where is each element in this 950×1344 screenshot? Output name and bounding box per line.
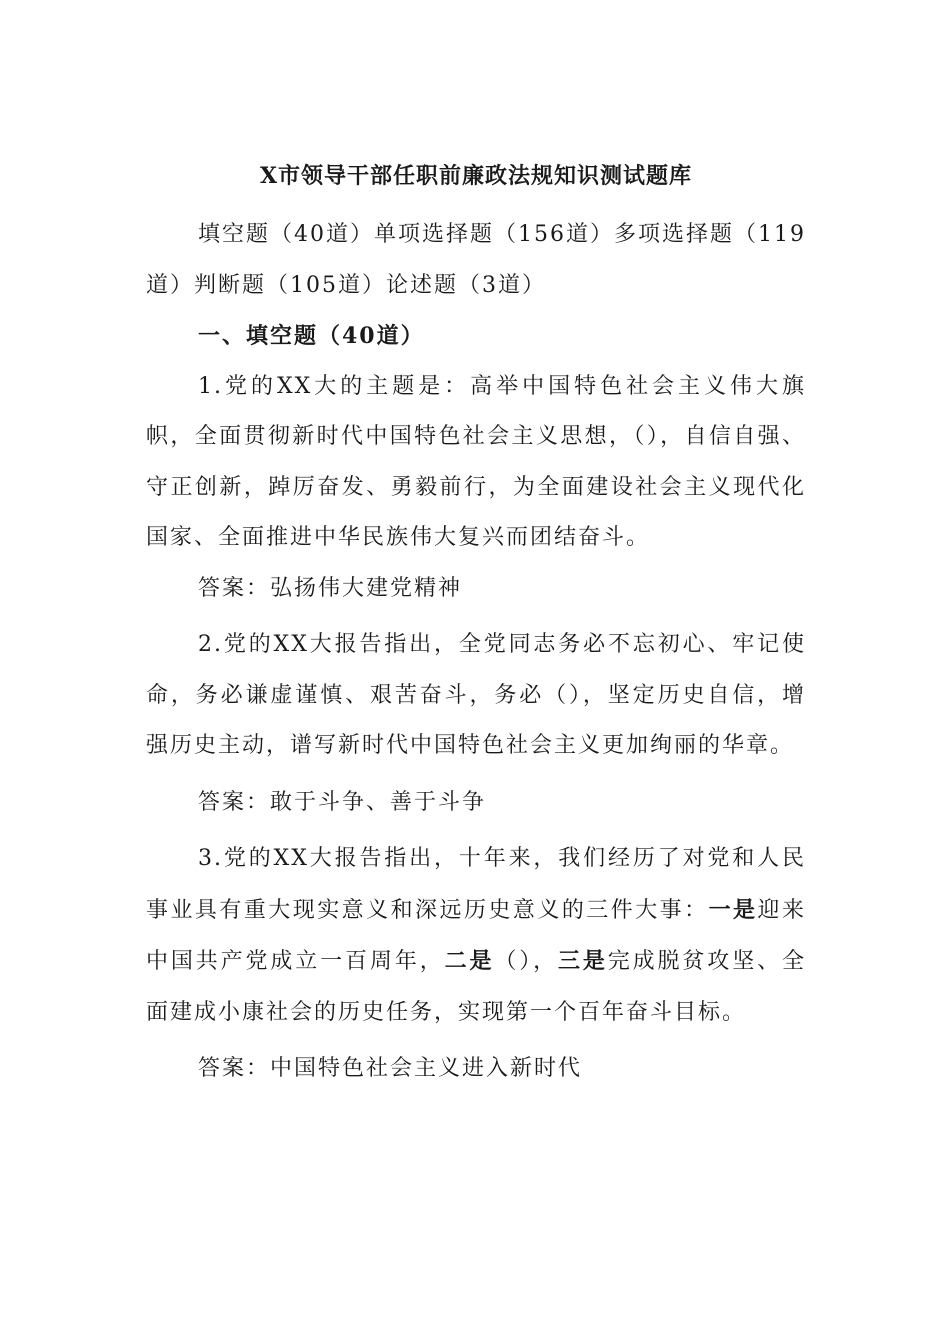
question-3-part: （），: [494, 949, 559, 974]
question-3-part: 完成脱贫攻坚、全面建成小康社会的历史任务，实现第一个百年奋斗目标。: [146, 949, 806, 1025]
question-count-summary: 填空题（40道）单项选择题（156道）多项选择题（119道）判断题（105道）论述题（3道）: [146, 222, 806, 298]
question-3-emphasis-first: 一是: [708, 896, 758, 923]
section-heading-fill-in: 一、填空题（40道）: [198, 323, 425, 349]
question-3-part: 迎来中国共产党成立一百周年，: [146, 897, 806, 974]
answer-1: 答案：弘扬伟大建党精神: [198, 575, 463, 601]
answer-2: 答案：敢于斗争、善于斗争: [198, 789, 487, 815]
question-3-emphasis-second: 二是: [444, 948, 495, 974]
document-page: [146, 150, 806, 1101]
question-3-emphasis-third: 三是: [558, 948, 608, 974]
answer-3: 答案：中国特色社会主义进入新时代: [198, 1056, 583, 1081]
question-3-part: 3.党的XX大报告指出，十年来，我们经历了对党和人民事业具有重大现实意义和深远历史意义的三件大事：: [146, 846, 806, 923]
document-title: X市领导干部任职前廉政法规知识测试题库: [259, 163, 693, 189]
question-2: 2.党的XX大报告指出，全党同志务必不忘初心、牢记使命，务必谦虚谨慎、艰苦奋斗，务必（），坚定历史自信，增强历史主动，谱写新时代中国特色社会主义更加绚丽的华章。: [146, 632, 806, 758]
question-3: [146, 834, 806, 1038]
question-1: 1.党的XX大的主题是：高举中国特色社会主义伟大旗帜，全面贯彻新时代中国特色社会主义思想，（），自信自强、守正创新，踔厉奋发、勇毅前行，为全面建设社会主义现代化国家、全面推进中华民族伟大复兴而团结奋斗。: [146, 373, 806, 550]
